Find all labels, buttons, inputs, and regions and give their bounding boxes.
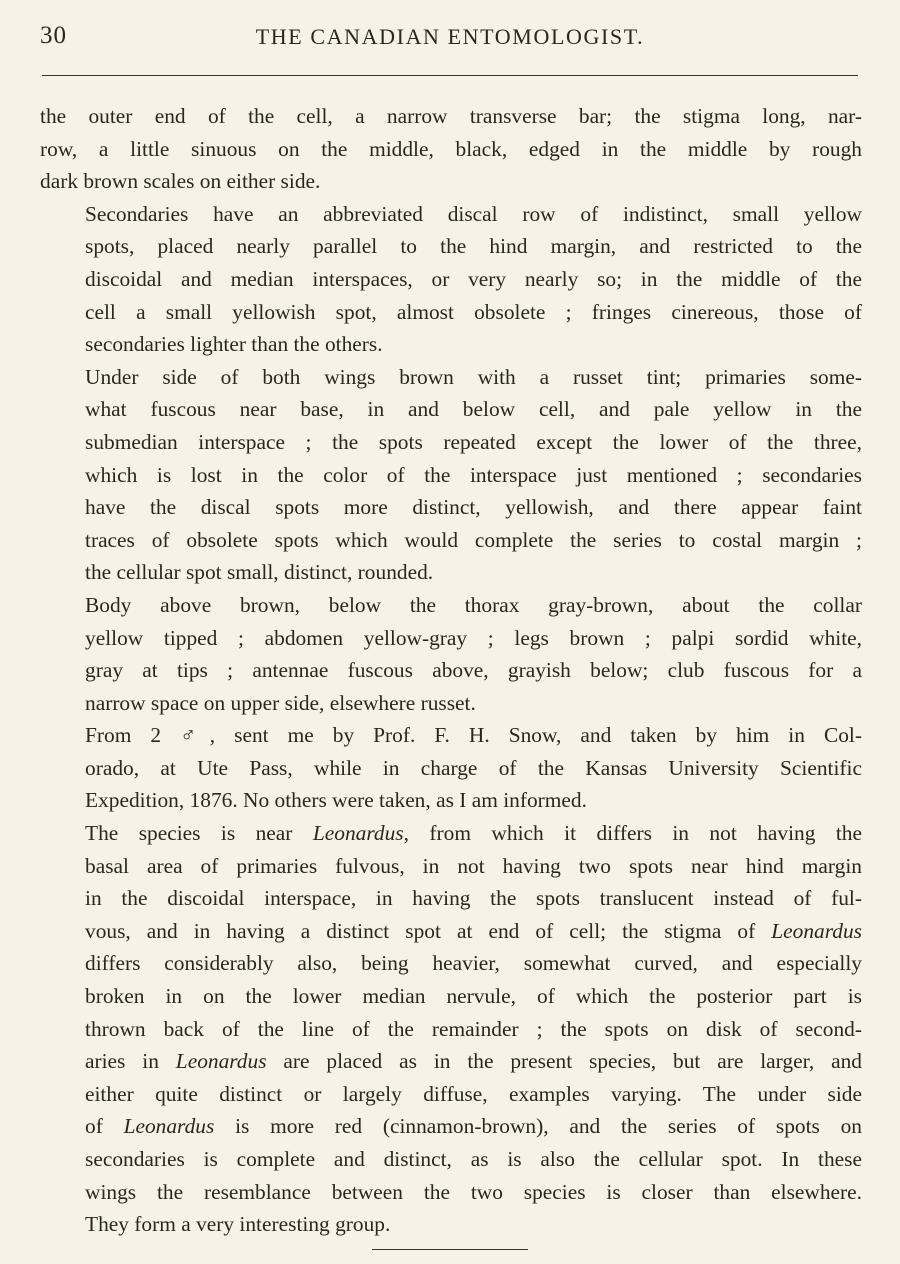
text-line: Body above brown, below the thorax gray-brown, about the collar bbox=[85, 592, 862, 617]
text-line: wings the resemblance between the two species is closer than elsewhere. bbox=[85, 1179, 862, 1204]
text-line: either quite distinct or largely diffuse, examples varying. The under side bbox=[85, 1081, 862, 1106]
running-title: THE CANADIAN ENTOMOLOGIST. bbox=[255, 24, 645, 49]
running-header bbox=[40, 22, 860, 56]
text-run: , from which it differs in not having the bbox=[403, 821, 862, 846]
text-line bbox=[40, 1110, 862, 1143]
text-line: From 2 ♂, sent me by Prof. F. H. Snow, and taken by him in Col- bbox=[85, 723, 862, 748]
text-line: Expedition, 1876. No others were taken, as I am informed. bbox=[85, 788, 587, 813]
text-line: broken in on the lower median nervule, of which the posterior part is bbox=[85, 984, 862, 1009]
text-line: basal area of primaries fulvous, in not having two spots near hind margin bbox=[85, 853, 862, 878]
text-line bbox=[40, 915, 862, 948]
text-line: yellow tipped ; abdomen yellow-gray ; legs brown ; palpi sordid white, bbox=[85, 625, 862, 650]
text-line: narrow space on upper side, elsewhere russet. bbox=[85, 690, 476, 715]
text-line: orado, at Ute Pass, while in charge of the Kansas University Scientific bbox=[85, 755, 862, 780]
text-run: aries in bbox=[85, 1049, 176, 1074]
text-line: submedian interspace ; the spots repeated except the lower of the three, bbox=[85, 429, 862, 454]
header-rule bbox=[42, 75, 858, 76]
text-line: spots, placed nearly parallel to the hind margin, and restricted to the bbox=[85, 234, 862, 259]
page-number: 30 bbox=[40, 22, 67, 49]
paragraph-secondaries bbox=[40, 198, 862, 361]
text-line: the outer end of the cell, a narrow transverse bar; the stigma long, nar- bbox=[40, 104, 862, 128]
text-line: cell a small yellowish spot, almost obsolete ; fringes cinereous, those of bbox=[85, 299, 862, 324]
text-run: The species is near bbox=[85, 821, 313, 846]
text-line: the cellular spot small, distinct, rounded. bbox=[85, 560, 434, 585]
text-line: secondaries lighter than the others. bbox=[85, 332, 383, 357]
text-line: discoidal and median interspaces, or very nearly so; in the middle of the bbox=[85, 266, 862, 291]
paragraph-forewing-stigma bbox=[40, 100, 862, 198]
paragraph-specimens bbox=[40, 719, 862, 817]
species-name: Leonardus bbox=[175, 1049, 267, 1074]
text-line: dark brown scales on either side. bbox=[40, 169, 321, 194]
text-run: of bbox=[85, 1114, 124, 1139]
species-name: Leonardus bbox=[312, 821, 404, 846]
text-run: are placed as in the present species, but are larger, and bbox=[266, 1049, 862, 1074]
text-line: Secondaries have an abbreviated discal row of indistinct, small yellow bbox=[85, 201, 862, 226]
species-name: Leonardus bbox=[771, 918, 862, 943]
text-line: secondaries is complete and distinct, as is also the cellular spot. In these bbox=[85, 1147, 862, 1171]
article-body bbox=[40, 100, 862, 1241]
text-line: differs considerably also, being heavier, somewhat curved, and especially bbox=[85, 951, 862, 976]
text-line: They form a very interesting group. bbox=[85, 1212, 391, 1237]
text-line: Under side of both wings brown with a russet tint; primaries some- bbox=[85, 364, 862, 389]
text-line bbox=[40, 817, 862, 850]
text-line: gray at tips ; antennae fuscous above, grayish below; club fuscous for a bbox=[85, 658, 862, 683]
text-line: row, a little sinuous on the middle, black, edged in the middle by rough bbox=[40, 136, 862, 161]
text-line: which is lost in the color of the interspace just mentioned ; secondaries bbox=[85, 462, 862, 487]
text-line bbox=[40, 1045, 862, 1078]
paragraph-under-side bbox=[40, 361, 862, 589]
text-run: is more red (cinnamon-brown), and the series of spots on bbox=[214, 1114, 862, 1139]
text-run: vous, and in having a distinct spot at end of cell; the stigma of bbox=[85, 918, 772, 943]
text-line: traces of obsolete spots which would complete the series to costal margin ; bbox=[85, 527, 862, 552]
paragraph-body bbox=[40, 589, 862, 719]
text-line: thrown back of the line of the remainder ; the spots on disk of second- bbox=[85, 1016, 862, 1041]
text-line: have the discal spots more distinct, yellowish, and there appear faint bbox=[85, 495, 862, 520]
text-line: in the discoidal interspace, in having the spots translucent instead of ful- bbox=[85, 886, 862, 911]
paragraph-comparison bbox=[40, 817, 862, 1241]
species-name: Leonardus bbox=[123, 1114, 215, 1139]
footer-rule bbox=[372, 1249, 528, 1250]
text-line: what fuscous near base, in and below cell, and pale yellow in the bbox=[85, 397, 862, 422]
